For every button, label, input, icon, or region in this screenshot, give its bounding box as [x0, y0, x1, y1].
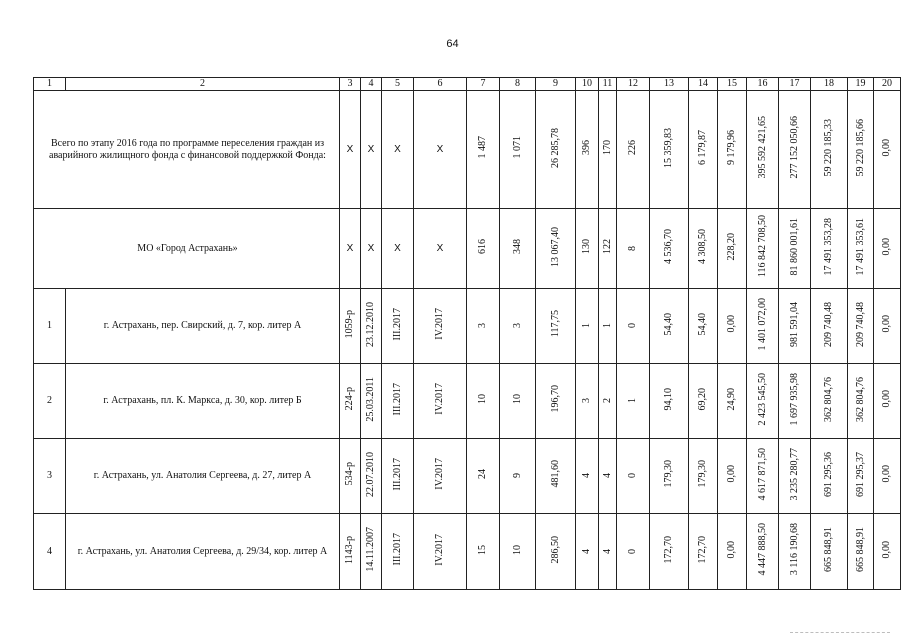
summary-cell	[718, 209, 747, 289]
table-cell	[576, 364, 599, 439]
table-cell-text: 665 848,91	[823, 527, 834, 572]
table-cell-text: III.2017	[391, 533, 403, 566]
table-cell	[361, 439, 382, 514]
table-cell	[340, 514, 361, 590]
summary-cell-text: 1 071	[511, 136, 523, 159]
table-cell-text: 9	[511, 473, 523, 478]
table-cell	[617, 364, 650, 439]
table-cell	[747, 364, 779, 439]
column-number-row	[34, 78, 901, 91]
table-cell-text: 54,40	[663, 312, 674, 336]
table-cell	[811, 439, 848, 514]
table-cell-text: 0	[627, 473, 638, 478]
summary-cell	[467, 91, 500, 209]
summary-cell-text: 122	[601, 239, 613, 254]
column-number: 20	[874, 78, 901, 91]
summary-cell-text: 6 179,87	[697, 130, 708, 165]
table-cell	[467, 514, 500, 590]
table-cell	[382, 514, 414, 590]
table-cell	[689, 289, 718, 364]
table-cell-text: 69,20	[697, 387, 708, 411]
table-cell-text: 4 617 871,50	[756, 447, 768, 501]
column-number: 19	[848, 78, 874, 91]
table-cell-text: 25.03.2011	[365, 376, 376, 422]
table-cell	[414, 289, 467, 364]
scan-artifact	[790, 632, 890, 635]
column-number: 14	[689, 78, 718, 91]
table-cell	[848, 364, 874, 439]
table-cell	[536, 364, 576, 439]
summary-cell-text: 4 308,50	[697, 229, 708, 264]
table-cell	[874, 514, 901, 590]
table-cell	[718, 364, 747, 439]
table-cell-text: IV.2017	[434, 533, 445, 566]
table-cell-text: 362 804,76	[823, 376, 834, 422]
table-cell-text: 1 401 072,00	[756, 297, 768, 351]
summary-name: МО «Город Астрахань»	[34, 209, 340, 289]
summary-cell	[874, 209, 901, 289]
summary-cell	[536, 91, 576, 209]
table-cell-text: 2	[601, 398, 613, 403]
table-row	[34, 289, 901, 364]
table-cell-text: 0,00	[881, 390, 892, 408]
summary-cell-text: 13 067,40	[549, 226, 561, 267]
table-cell-text: 196,70	[549, 385, 561, 413]
summary-cell: Х	[361, 209, 382, 289]
program-table	[33, 77, 901, 590]
table-cell-text: 0,00	[726, 540, 737, 559]
table-cell-text: 1143-р	[344, 535, 355, 564]
summary-cell	[811, 91, 848, 209]
row-number: 2	[34, 364, 66, 439]
table-cell-text: 1059-р	[344, 309, 355, 339]
table-cell	[414, 439, 467, 514]
summary-cell	[617, 91, 650, 209]
table-cell-text: 4	[601, 548, 613, 554]
row-number: 3	[34, 439, 66, 514]
summary-cell-text: 8	[627, 245, 638, 251]
table-cell-text: 4	[601, 473, 613, 478]
summary-cell	[536, 209, 576, 289]
table-cell	[340, 439, 361, 514]
table-cell-text: 94,10	[663, 387, 674, 411]
table-cell	[414, 364, 467, 439]
table-cell	[536, 514, 576, 590]
summary-cell-text: 1 487	[477, 136, 488, 159]
summary-cell-text: 348	[511, 239, 523, 254]
table-cell	[576, 439, 599, 514]
summary-cell	[811, 209, 848, 289]
table-cell	[467, 439, 500, 514]
table-cell-text: 0	[627, 323, 638, 328]
summary-row-total	[34, 91, 901, 209]
summary-cell-text: 226	[627, 140, 638, 155]
table-cell-text: 3	[581, 398, 592, 403]
table-cell-text: 24	[477, 469, 488, 479]
house-address: г. Астрахань, пл. К. Маркса, д. 30, кор. литер Б	[66, 364, 340, 439]
summary-cell-text: 277 152 050,66	[788, 116, 800, 179]
summary-cell	[500, 209, 536, 289]
table-cell	[382, 289, 414, 364]
table-cell-text: 0,00	[881, 540, 892, 559]
table-cell-text: IV.2017	[434, 383, 445, 415]
table-cell	[500, 514, 536, 590]
table-cell-text: 22.07.2010	[365, 451, 376, 497]
table-cell	[779, 514, 811, 590]
summary-cell	[467, 209, 500, 289]
summary-cell-text: 26 285,78	[549, 127, 561, 168]
summary-cell-text: 395 592 421,65	[756, 116, 768, 179]
table-cell-text: 209 740,48	[854, 301, 866, 347]
table-cell	[747, 439, 779, 514]
table-cell-text: 10	[511, 544, 523, 555]
table-cell	[361, 289, 382, 364]
column-number: 5	[382, 78, 414, 91]
table-cell-text: 209 740,48	[823, 301, 834, 347]
table-cell-text: 4	[581, 473, 592, 478]
table-cell	[536, 289, 576, 364]
summary-cell: Х	[340, 209, 361, 289]
table-cell	[689, 364, 718, 439]
table-cell	[467, 289, 500, 364]
table-cell-text: 179,30	[663, 460, 674, 488]
table-cell-text: IV.2017	[434, 308, 445, 340]
summary-cell	[718, 91, 747, 209]
table-cell	[874, 364, 901, 439]
summary-cell	[848, 91, 874, 209]
table-cell-text: 172,70	[697, 535, 708, 564]
summary-cell	[689, 91, 718, 209]
summary-cell	[747, 91, 779, 209]
table-cell	[779, 289, 811, 364]
summary-cell: Х	[340, 91, 361, 209]
summary-cell	[500, 91, 536, 209]
table-cell-text: 1	[601, 323, 613, 328]
summary-cell-text: 116 842 708,50	[756, 215, 768, 278]
column-number: 1	[34, 78, 66, 91]
summary-cell-text: 0,00	[881, 237, 892, 256]
table-cell-text: 3 235 280,77	[788, 447, 800, 501]
table-cell	[747, 289, 779, 364]
table-cell	[650, 364, 689, 439]
summary-cell	[779, 91, 811, 209]
summary-cell-text: 9 179,96	[726, 130, 737, 165]
table-cell-text: 179,30	[697, 460, 708, 488]
table-cell	[874, 439, 901, 514]
summary-cell	[576, 91, 599, 209]
summary-cell-text: 81 860 001,61	[788, 217, 800, 276]
table-cell	[536, 439, 576, 514]
table-cell-text: 534-р	[344, 462, 355, 486]
table-cell	[576, 514, 599, 590]
table-cell-text: 14.11.2007	[365, 527, 376, 572]
table-cell	[718, 289, 747, 364]
summary-cell: Х	[414, 91, 467, 209]
table-cell	[599, 514, 617, 590]
table-cell	[811, 364, 848, 439]
table-cell-text: 54,40	[697, 312, 708, 336]
table-cell-text: 0,00	[881, 315, 892, 333]
table-cell-text: 0	[627, 548, 638, 554]
table-cell	[650, 439, 689, 514]
summary-cell	[650, 91, 689, 209]
table-cell-text: 4	[581, 548, 592, 554]
table-cell	[848, 439, 874, 514]
summary-row-municipality	[34, 209, 901, 289]
table-cell-text: 10	[477, 394, 488, 404]
summary-cell	[779, 209, 811, 289]
column-number: 12	[617, 78, 650, 91]
table-cell-text: III.2017	[391, 457, 403, 491]
summary-cell: Х	[382, 91, 414, 209]
summary-cell	[848, 209, 874, 289]
table-cell-text: 286,50	[549, 535, 561, 564]
table-cell	[811, 289, 848, 364]
summary-cell: Х	[361, 91, 382, 209]
table-cell-text: 23.12.2010	[365, 301, 376, 347]
table-cell-text: 1 697 935,98	[788, 372, 800, 426]
table-cell	[650, 514, 689, 590]
summary-cell-text: 17 491 353,61	[854, 217, 866, 276]
column-number: 8	[500, 78, 536, 91]
table-cell-text: 981 591,04	[788, 301, 800, 347]
table-row	[34, 439, 901, 514]
table-cell	[340, 289, 361, 364]
table-cell-text: III.2017	[391, 307, 403, 341]
summary-cell	[599, 91, 617, 209]
table-cell	[467, 364, 500, 439]
summary-cell: Х	[382, 209, 414, 289]
table-cell-text: 665 848,91	[854, 527, 866, 572]
table-cell	[848, 514, 874, 590]
summary-cell-text: 59 220 185,66	[854, 118, 866, 177]
summary-cell-text: 15 359,83	[663, 127, 674, 168]
summary-cell-text: 59 220 185,33	[823, 118, 834, 177]
table-cell-text: 224-р	[344, 387, 355, 411]
table-cell-text: 24,90	[726, 387, 737, 411]
column-number: 6	[414, 78, 467, 91]
table-cell	[500, 289, 536, 364]
table-cell	[718, 514, 747, 590]
column-number: 11	[599, 78, 617, 91]
table-cell	[617, 289, 650, 364]
house-address: г. Астрахань, ул. Анатолия Сергеева, д. 27, литер А	[66, 439, 340, 514]
column-number: 2	[66, 78, 340, 91]
table-cell-text: 10	[511, 394, 523, 404]
summary-cell: Х	[414, 209, 467, 289]
table-cell	[340, 364, 361, 439]
table-cell	[576, 289, 599, 364]
table-cell	[361, 364, 382, 439]
table-row	[34, 514, 901, 590]
table-cell	[599, 289, 617, 364]
page-number: 64	[446, 38, 459, 50]
column-number: 7	[467, 78, 500, 91]
table-cell	[779, 439, 811, 514]
table-cell-text: 1	[627, 398, 638, 403]
summary-cell	[747, 209, 779, 289]
column-number: 13	[650, 78, 689, 91]
table-cell	[500, 439, 536, 514]
summary-cell-text: 170	[601, 140, 613, 155]
table-cell-text: 117,75	[549, 310, 561, 338]
table-cell-text: 0,00	[726, 315, 737, 333]
table-cell	[747, 514, 779, 590]
table-cell	[811, 514, 848, 590]
table-cell-text: III.2017	[391, 382, 403, 416]
table-cell	[779, 364, 811, 439]
table-cell	[500, 364, 536, 439]
table-cell	[382, 439, 414, 514]
summary-cell-text: 616	[477, 239, 488, 254]
summary-cell-text: 0,00	[881, 138, 892, 157]
column-number: 17	[779, 78, 811, 91]
table-cell-text: 1	[581, 323, 592, 328]
summary-cell	[576, 209, 599, 289]
table-cell	[874, 289, 901, 364]
table-cell-text: 0,00	[726, 465, 737, 483]
summary-cell-text: 130	[581, 239, 592, 254]
table-cell	[848, 289, 874, 364]
row-number: 1	[34, 289, 66, 364]
summary-name: Всего по этапу 2016 года по программе переселения граждан из аварийного жилищного фонда с финансовой поддержкой Фонда:	[34, 91, 340, 209]
column-number: 16	[747, 78, 779, 91]
table-cell-text: 3	[511, 323, 523, 328]
house-address: г. Астрахань, пер. Свирский, д. 7, кор. литер А	[66, 289, 340, 364]
table-cell-text: 691 295,37	[854, 451, 866, 497]
column-number: 9	[536, 78, 576, 91]
summary-cell-text: 4 536,70	[663, 229, 674, 264]
column-number: 3	[340, 78, 361, 91]
table-cell-text: 3 116 190,68	[788, 523, 800, 576]
table-cell-text: IV.2017	[434, 458, 445, 490]
table-cell	[718, 439, 747, 514]
table-cell	[689, 514, 718, 590]
summary-cell-text: 228,20	[726, 232, 737, 261]
summary-cell	[650, 209, 689, 289]
table-cell	[617, 514, 650, 590]
table-row	[34, 364, 901, 439]
house-address: г. Астрахань, ул. Анатолия Сергеева, д. 29/34, кор. литер А	[66, 514, 340, 590]
table-cell	[599, 439, 617, 514]
table-cell-text: 0,00	[881, 465, 892, 483]
summary-cell	[874, 91, 901, 209]
column-number: 15	[718, 78, 747, 91]
table-cell	[414, 514, 467, 590]
table-cell-text: 3	[477, 323, 488, 328]
table-cell-text: 691 295,36	[823, 451, 834, 497]
table-cell-text: 15	[477, 544, 488, 555]
table-cell	[650, 289, 689, 364]
table-cell-text: 4 447 888,50	[756, 523, 768, 576]
column-number: 10	[576, 78, 599, 91]
table-cell	[689, 439, 718, 514]
table-cell-text: 2 423 545,50	[756, 372, 768, 426]
table-cell	[617, 439, 650, 514]
table-cell-text: 362 804,76	[854, 376, 866, 422]
summary-cell-text: 396	[581, 140, 592, 155]
column-number: 18	[811, 78, 848, 91]
table-cell-text: 172,70	[663, 535, 674, 564]
summary-cell-text: 17 491 353,28	[823, 217, 834, 276]
table-cell	[361, 514, 382, 590]
summary-cell	[617, 209, 650, 289]
row-number: 4	[34, 514, 66, 590]
table-cell	[599, 364, 617, 439]
summary-cell	[599, 209, 617, 289]
table-cell-text: 481,60	[549, 460, 561, 488]
table-cell	[382, 364, 414, 439]
summary-cell	[689, 209, 718, 289]
column-number: 4	[361, 78, 382, 91]
